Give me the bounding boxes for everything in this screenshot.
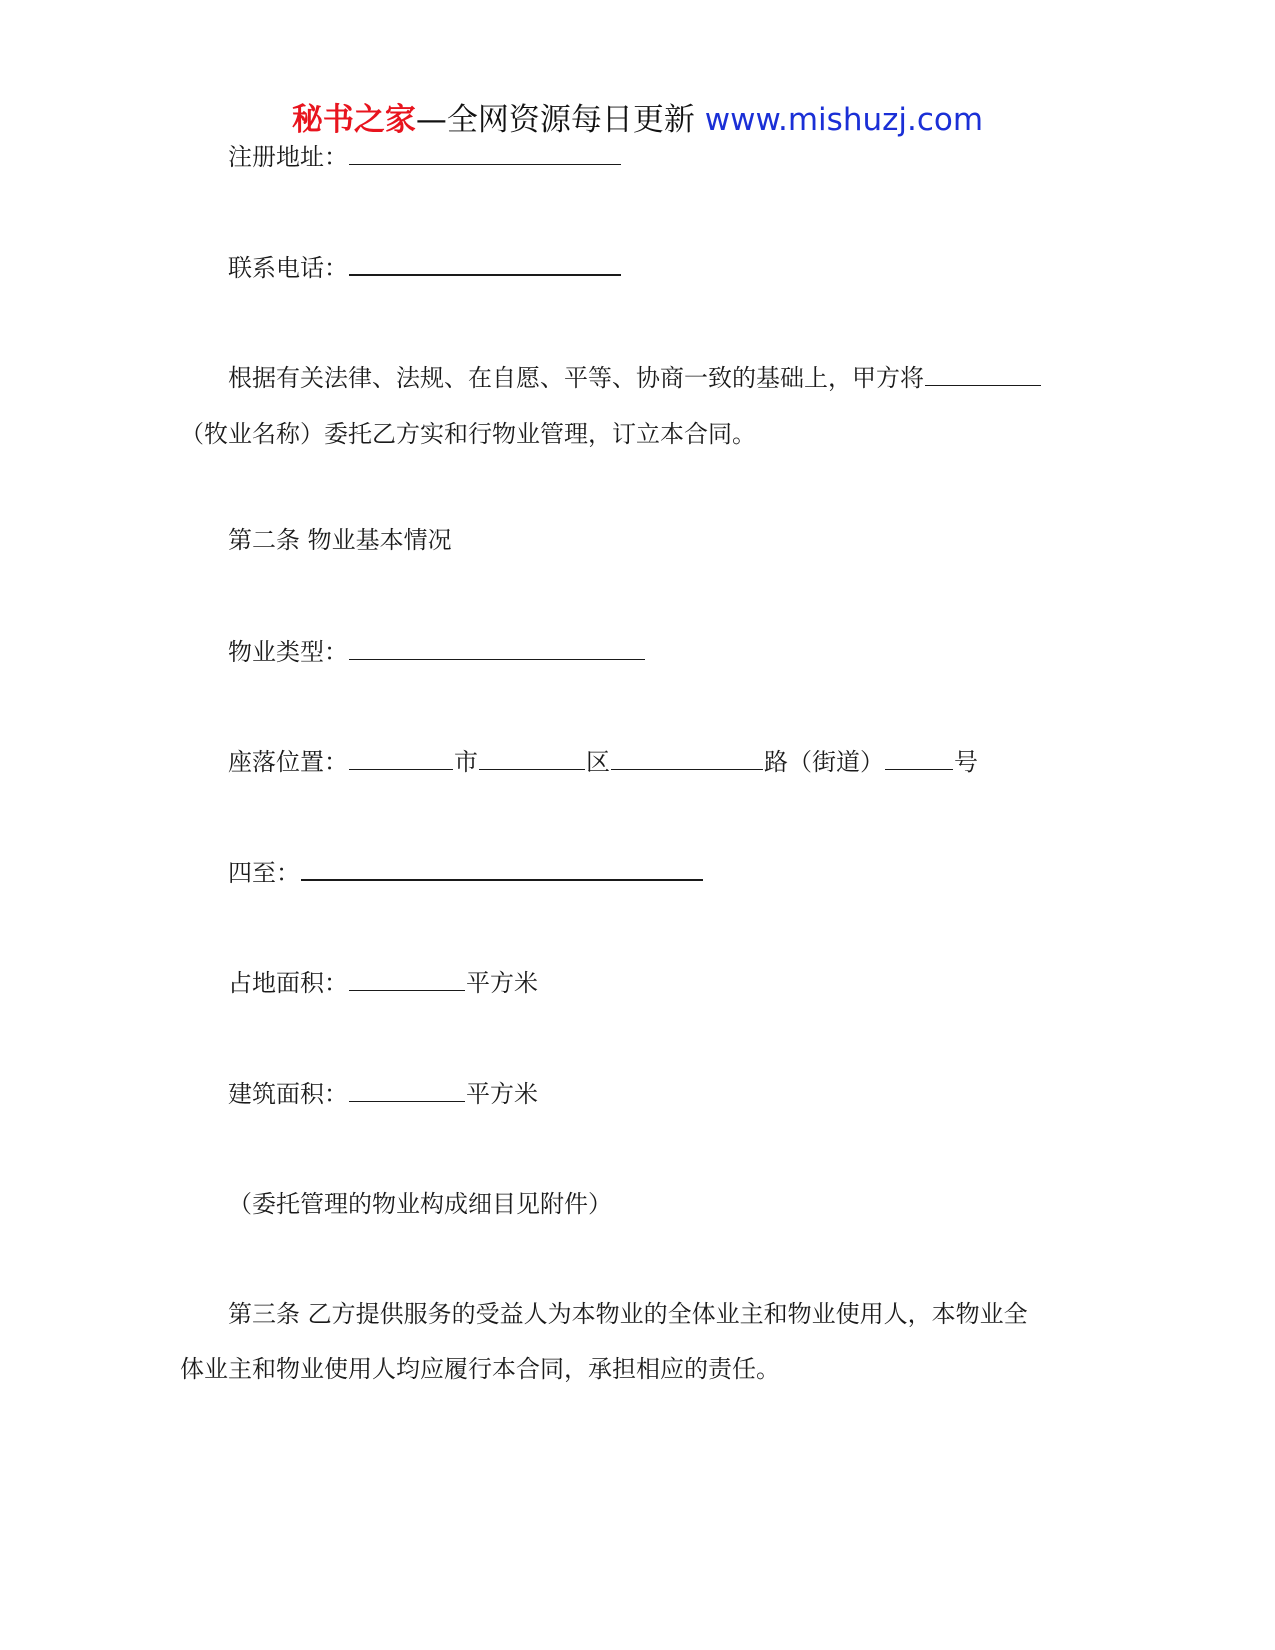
site-url[interactable]: www.mishuzj.com — [704, 102, 984, 138]
article-2-heading — [228, 524, 452, 556]
article-3-line-1 — [228, 1298, 1028, 1330]
property-type-blank[interactable] — [349, 637, 645, 660]
building-area-unit: 平方米 — [466, 1080, 538, 1108]
road-suffix: 路（街道） — [764, 748, 884, 776]
city-blank[interactable] — [349, 747, 453, 770]
boundary-row — [228, 857, 704, 889]
boundary-label: 四至： — [228, 859, 300, 887]
land-area-label: 占地面积： — [228, 969, 348, 997]
number-suffix: 号 — [954, 748, 978, 776]
building-area-label: 建筑面积： — [228, 1080, 348, 1108]
land-area-unit: 平方米 — [466, 969, 538, 997]
phone-row — [228, 252, 622, 284]
appendix-note — [228, 1188, 612, 1220]
building-area-blank[interactable] — [349, 1079, 465, 1102]
brand-name: 秘书之家 — [291, 102, 416, 138]
road-blank[interactable] — [611, 747, 763, 770]
location-label: 座落位置： — [228, 748, 348, 776]
header-tagline: —全网资源每日更新 — [415, 102, 705, 138]
appendix-note-text: （委托管理的物业构成细目见附件） — [228, 1190, 612, 1218]
article-2-title: 第二条 物业基本情况 — [228, 526, 452, 554]
article-3-text-1: 第三条 乙方提供服务的受益人为本物业的全体业主和物业使用人，本物业全 — [228, 1300, 1028, 1328]
city-suffix: 市 — [454, 748, 478, 776]
intro-text-2: （牧业名称）委托乙方实和行物业管理，订立本合同。 — [180, 420, 756, 448]
intro-line-2 — [180, 418, 756, 450]
property-type-row — [228, 636, 646, 668]
district-blank[interactable] — [479, 747, 585, 770]
phone-blank[interactable] — [349, 252, 621, 276]
land-area-blank[interactable] — [349, 968, 465, 991]
location-row — [228, 746, 978, 778]
building-area-row — [228, 1078, 538, 1110]
district-suffix: 区 — [586, 748, 610, 776]
article-3-text-2: 体业主和物业使用人均应履行本合同，承担相应的责任。 — [180, 1355, 780, 1383]
intro-text-1: 根据有关法律、法规、在自愿、平等、协商一致的基础上，甲方将 — [228, 364, 924, 392]
property-type-label: 物业类型： — [228, 638, 348, 666]
phone-label: 联系电话： — [228, 254, 348, 282]
reg-address-label: 注册地址： — [228, 143, 348, 171]
number-blank[interactable] — [885, 747, 953, 770]
reg-address-blank[interactable] — [349, 142, 621, 165]
land-area-row — [228, 967, 538, 999]
article-3-line-2 — [180, 1353, 780, 1385]
reg-address-row — [228, 141, 622, 173]
document-header — [0, 100, 1275, 140]
intro-line-1 — [228, 362, 1042, 394]
property-name-blank[interactable] — [925, 363, 1041, 386]
boundary-blank[interactable] — [301, 857, 703, 881]
